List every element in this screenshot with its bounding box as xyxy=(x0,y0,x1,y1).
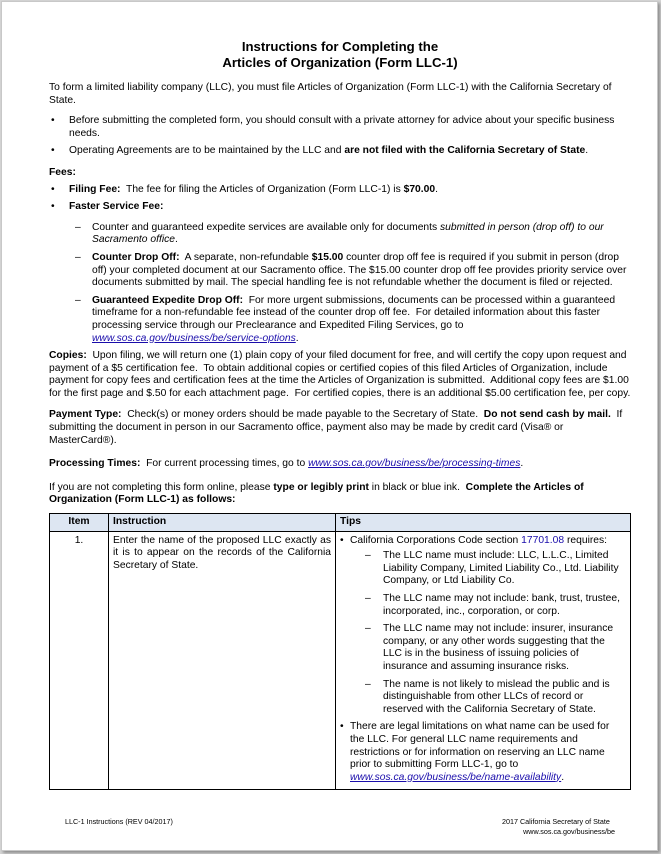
intro-bullets xyxy=(49,115,631,158)
processing-label: Processing Times: xyxy=(49,458,141,470)
list-item xyxy=(350,550,626,588)
filing-fee-label: Filing Fee: xyxy=(69,183,121,195)
online-text-mid: in black or blue ink. xyxy=(368,481,466,493)
tip-text-end: . xyxy=(561,771,565,783)
filing-fee-item xyxy=(49,184,631,197)
payment-bold-text: Do not send cash by mail. xyxy=(483,409,611,421)
item-number: 1. xyxy=(50,531,109,790)
sub-text: For more urgent submissions, documents can be processed within a guaranteed timeframe for a non-refundable fee instead of the counter drop off fee. For detailed information about this faster processing service through our Preclearance and Expedited Filing Services, go to xyxy=(92,294,618,331)
instructions-table xyxy=(49,513,631,790)
code-section-link[interactable]: 17701.08 xyxy=(521,534,565,546)
sub-text-end: . xyxy=(295,332,299,344)
title-line-1: Instructions for Completing the xyxy=(241,39,439,54)
list-item xyxy=(69,295,631,345)
list-item xyxy=(69,252,631,290)
online-text: If you are not completing this form online, please xyxy=(49,481,274,493)
counter-fee-amount: $15.00 xyxy=(311,251,344,263)
bullet-icon: • xyxy=(340,721,344,733)
tips-list xyxy=(340,535,626,785)
processing-paragraph xyxy=(49,458,631,471)
bullet-icon: • xyxy=(51,145,55,157)
fees-heading xyxy=(49,167,631,180)
list-item xyxy=(49,145,631,158)
payment-text: Check(s) or money orders should be made payable to the Secretary of State. xyxy=(121,409,484,421)
list-item xyxy=(340,721,626,784)
copies-label: Copies: xyxy=(49,350,87,362)
sub-text: The name is not likely to mislead the public and is distinguishable from other LLCs of record or reserved with the California Secretary of State. xyxy=(383,678,610,715)
bullet-text: Before submitting the completed form, you should consult with a private attorney for advice about your specific business needs. xyxy=(69,115,615,139)
bullet-icon: • xyxy=(51,201,55,213)
footer-right xyxy=(502,817,632,837)
sub-text-end: . xyxy=(175,234,178,246)
bullet-icon: • xyxy=(340,534,344,546)
footer-url: www.sos.ca.gov/business/be xyxy=(523,827,615,836)
sub-text: A separate, non-refundable xyxy=(179,251,312,263)
header-tips: Tips xyxy=(336,514,631,532)
header-item: Item xyxy=(50,514,109,532)
list-item xyxy=(69,222,631,247)
copies-text: Upon filing, we will return one (1) plain copy of your filed document for free, and will certify the copy upon request and payment of a $5 certification fee. To obtain additional copies or certified copies of this filed Articles of Organization, include payment for copy fees and certification fees at the time the Articles of Organization is submitted. Additional copy fees are $1.00 for the first page and $.50 for each attachment page. For certified copies, there is an additional $5.00 certification fee, per copy. xyxy=(49,350,632,399)
service-options-link[interactable]: www.sos.ca.gov/business/be/service-options xyxy=(92,332,296,344)
bullet-icon: • xyxy=(51,183,55,195)
tip-text: California Corporations Code section xyxy=(350,534,522,546)
sub-italic-text: submitted in person (drop off) to our Sacramento office xyxy=(92,221,604,246)
bullet-text-end: . xyxy=(585,145,589,157)
bullet-icon: • xyxy=(51,115,55,127)
faster-service-sublist xyxy=(69,222,631,345)
sub-text: The LLC name must include: LLC, L.L.C., Limited Liability Company, Limited Liability Co., Ltd. Liability Company, or Ltd Liability Co. xyxy=(383,550,619,587)
processing-text: For current processing times, go to xyxy=(140,458,309,470)
sub-text: The LLC name may not include: insurer, insurance company, or any other words suggesting that the LLC is in the business of issuing policies of insurance and assuming insurance risks. xyxy=(383,623,614,672)
list-item xyxy=(350,679,626,717)
copies-paragraph xyxy=(49,350,631,400)
tip-text-end: requires: xyxy=(564,534,608,546)
name-availability-link[interactable]: www.sos.ca.gov/business/be/name-availability xyxy=(350,771,562,783)
processing-times-link[interactable]: www.sos.ca.gov/business/be/processing-times xyxy=(308,458,521,470)
payment-label: Payment Type: xyxy=(49,409,122,421)
online-bold-text: type or legibly print xyxy=(273,481,369,493)
counter-drop-off-label: Counter Drop Off: xyxy=(92,251,180,263)
bullet-bold-text: are not filed with the California Secretary of State xyxy=(344,145,586,157)
filing-fee-amount: $70.00 xyxy=(403,183,436,195)
processing-end: . xyxy=(520,458,524,470)
table-header-row xyxy=(50,514,631,532)
page-content xyxy=(49,39,631,790)
sub-text: counter drop off fee is required if you submit in person (drop off) your completed document at our Sacramento office. The $15.00 counter drop off fee provides priority service over documents submitted by mail. The special handling fee is not refundable whether the document is filed or rejected. xyxy=(92,251,627,289)
sub-text: Counter and guaranteed expedite services are available only for documents xyxy=(92,221,441,233)
footer-copyright: 2017 California Secretary of State xyxy=(502,817,610,826)
instruction-cell xyxy=(109,531,336,790)
dash-icon: – xyxy=(75,221,81,233)
page-title xyxy=(49,39,631,70)
online-bold-text-2: Complete the Articles of Organization (Form LLC-1) as follows: xyxy=(49,481,584,506)
dash-icon: – xyxy=(75,294,81,306)
faster-service-item xyxy=(49,201,631,345)
dash-icon: – xyxy=(75,251,81,263)
sub-text: The LLC name may not include: bank, trust, trustee, incorporated, inc., corporation, or corp. xyxy=(383,593,620,617)
dash-icon: – xyxy=(365,550,371,562)
expedite-label: Guaranteed Expedite Drop Off: xyxy=(92,294,244,306)
tip-text: There are legal limitations on what name can be used for the LLC. For general LLC name requirements and restrictions or for information on reserving an LLC name prior to submitting Form LLC-1, go to xyxy=(350,721,610,771)
filing-fee-end: . xyxy=(435,183,438,195)
title-line-2: Articles of Organization (Form LLC-1) xyxy=(222,54,458,70)
dash-icon: – xyxy=(365,593,371,604)
list-item xyxy=(350,623,626,673)
header-instruction: Instruction xyxy=(109,514,336,532)
list-item xyxy=(340,535,626,717)
list-item xyxy=(49,115,631,140)
tips-sublist xyxy=(350,550,626,716)
document-page xyxy=(1,1,658,851)
payment-text-2: If submitting the document in person in our Sacramento office, payment also may be made by credit card (Visa® or MasterCard®). xyxy=(49,409,626,446)
dash-icon: – xyxy=(365,623,371,635)
footer-left: LLC-1 Instructions (REV 04/2017) xyxy=(65,817,173,826)
filing-fee-text: The fee for filing the Articles of Organization (Form LLC-1) is xyxy=(120,183,404,195)
fees-list xyxy=(49,184,631,346)
fees-heading-text: Fees: xyxy=(49,166,76,178)
instruction-text: Enter the name of the proposed LLC exactly as it is to appear on the records of the California Secretary of State. xyxy=(113,534,331,571)
payment-paragraph xyxy=(49,409,631,447)
dash-icon: – xyxy=(365,678,371,690)
online-paragraph xyxy=(49,482,631,507)
tips-cell xyxy=(336,531,631,790)
table-row xyxy=(50,531,631,790)
faster-service-label: Faster Service Fee: xyxy=(69,201,164,213)
list-item xyxy=(350,593,626,618)
intro-paragraph: To form a limited liability company (LLC), you must file Articles of Organization (Form LLC-1) with the California Secretary of State. xyxy=(49,82,612,106)
bullet-text: Operating Agreements are to be maintained by the LLC and xyxy=(69,145,345,157)
